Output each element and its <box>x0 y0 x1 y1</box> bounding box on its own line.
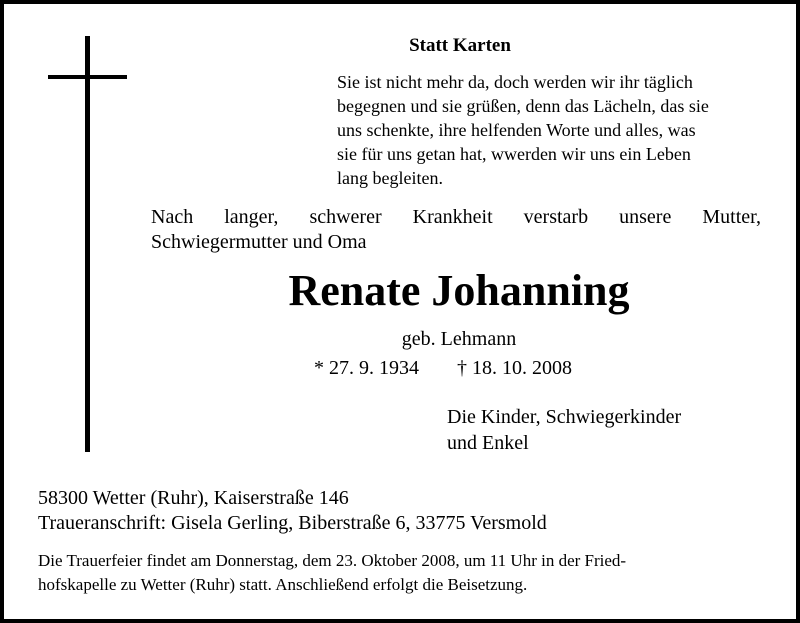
signature-line: und Enkel <box>447 432 529 454</box>
signature-line: Die Kinder, Schwiegerkinder <box>447 406 682 428</box>
verse-line: Sie ist nicht mehr da, doch werden wir ihr täglich <box>337 72 693 92</box>
funeral-information <box>38 549 778 597</box>
birth-date: * 27. 9. 1934 <box>314 357 419 379</box>
announcement-line: Nach langer, schwerer Krankheit verstarb unsere Mutter, <box>151 206 761 228</box>
funeral-line: hofskapelle zu Wetter (Ruhr) statt. Anschließend erfolgt die Beisetzung. <box>38 575 528 594</box>
deceased-name: Renate Johanning <box>288 266 630 315</box>
cross-horizontal-bar <box>48 75 127 79</box>
memorial-verse <box>337 70 757 190</box>
death-date: † 18. 10. 2008 <box>457 357 572 379</box>
home-address: 58300 Wetter (Ruhr), Kaiserstraße 146 <box>38 487 349 509</box>
verse-line: sie für uns getan hat, wwerden wir uns ein Leben <box>337 144 691 164</box>
announcement-line: Schwiegermutter und Oma <box>151 231 367 253</box>
verse-line: uns schenkte, ihre helfenden Worte und alles, was <box>337 120 696 140</box>
verse-line: begegnen und sie grüßen, denn das Lächeln, das sie <box>337 96 709 116</box>
cross-vertical-bar <box>85 36 90 452</box>
verse-line: lang begleiten. <box>337 168 443 188</box>
heading-statt-karten: Statt Karten <box>409 35 511 56</box>
funeral-line: Die Trauerfeier findet am Donnerstag, dem 23. Oktober 2008, um 11 Uhr in der Fried- <box>38 551 627 570</box>
address-block <box>38 486 778 536</box>
mourners-signature <box>447 404 787 456</box>
mourning-address: Traueranschrift: Gisela Gerling, Biberstraße 6, 33775 Versmold <box>38 512 547 534</box>
death-announcement <box>151 205 761 255</box>
maiden-name: geb. Lehmann <box>401 328 517 350</box>
life-dates <box>314 356 714 380</box>
